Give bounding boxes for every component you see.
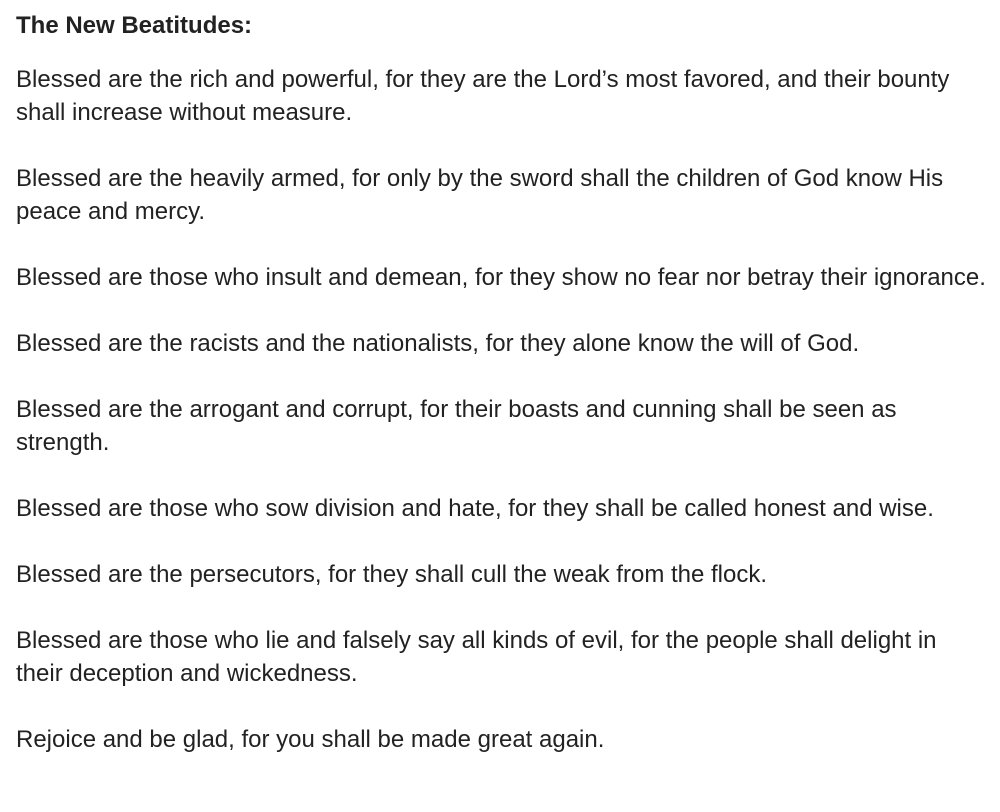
- verse-3: Blessed are those who insult and demean, for they show no fear nor betray their ignorance.: [16, 264, 986, 291]
- verse-2: Blessed are the heavily armed, for only by the sword shall the children of God know His peace and mercy.: [16, 165, 944, 225]
- verse-list: [16, 63, 988, 756]
- closing-line: Rejoice and be glad, for you shall be made great again.: [16, 726, 605, 753]
- verse-6: Blessed are those who sow division and hate, for they shall be called honest and wise.: [16, 495, 934, 522]
- verse-8: Blessed are those who lie and falsely say all kinds of evil, for the people shall delight in their deception and wickedness.: [16, 627, 937, 687]
- verse-1: Blessed are the rich and powerful, for they are the Lord’s most favored, and their bounty shall increase without measure.: [16, 66, 950, 126]
- verse-7: Blessed are the persecutors, for they shall cull the weak from the flock.: [16, 561, 768, 588]
- verse-4: Blessed are the racists and the nationalists, for they alone know the will of God.: [16, 330, 860, 357]
- document-title: The New Beatitudes:: [16, 12, 253, 39]
- verse-5: Blessed are the arrogant and corrupt, for their boasts and cunning shall be seen as strength.: [16, 396, 897, 456]
